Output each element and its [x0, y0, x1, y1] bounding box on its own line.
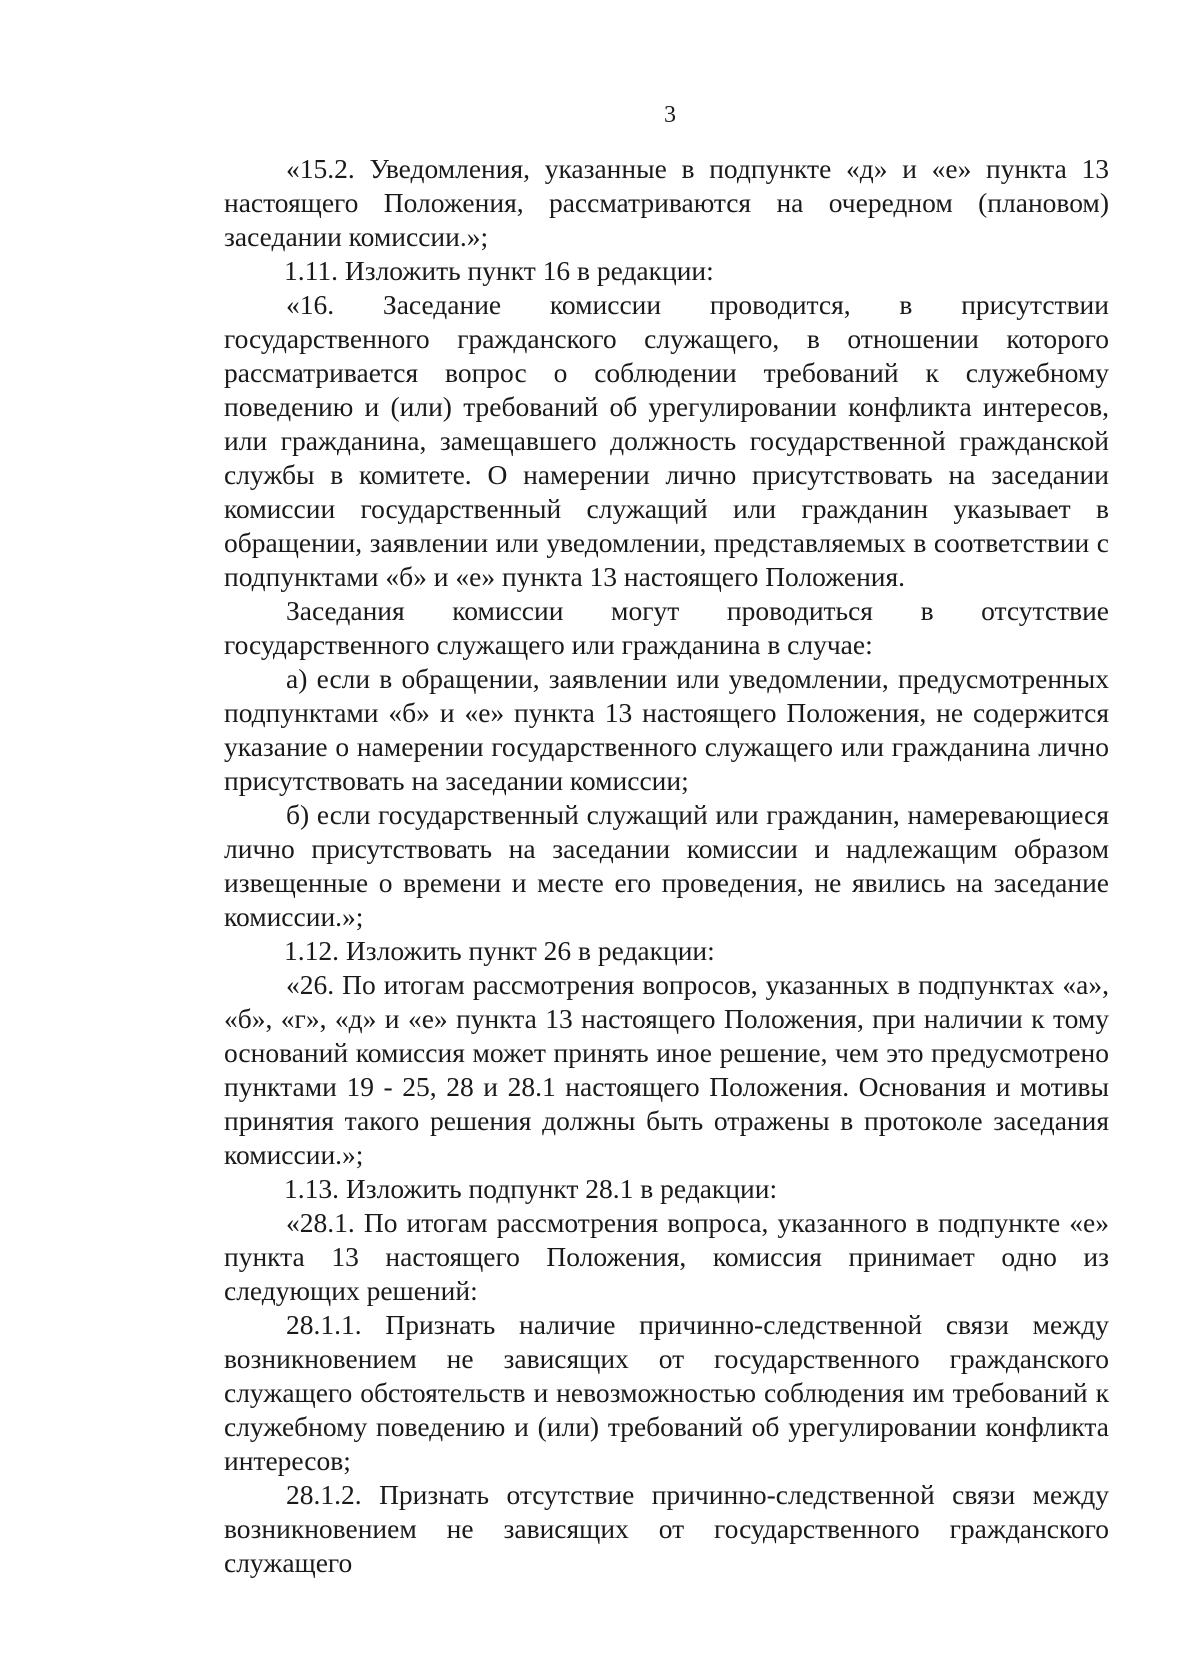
paragraph-16-absence: Заседания комиссии могут проводиться в отсутствие государственного служащего или гражданина в случае:: [224, 595, 1109, 660]
paragraph-28-1-2: 28.1.2. Признать отсутствие причинно-следственной связи между возникновением не зависящих от государственного гражданского служащего: [224, 1479, 1109, 1578]
paragraph-28-1: «28.1. По итогам рассмотрения вопроса, указанного в подпункте «е» пункта 13 настоящего Положения, комиссия принимает одно из следующих решений:: [224, 1207, 1109, 1306]
amendment-1-12-heading: 1.12. Изложить пункт 26 в редакции:: [284, 935, 715, 966]
paragraph-16: «16. Заседание комиссии проводится, в присутствии государственного гражданского служащего, в отношении которого рассматривается вопрос о соблюдении требований к служебному поведению и (или) требований об урегулировании конфликта интересов, или гражданина, замещавшего должность государственной гражданской службы в комитете. О намерении лично присутствовать на заседании комиссии государственный служащий или гражданин указывает в обращении, заявлении или уведомлении, представляемых в соответствии с подпунктами «б» и «е» пункта 13 настоящего Положения.: [224, 289, 1109, 592]
paragraph-16-item-a: а) если в обращении, заявлении или уведомлении, предусмотренных подпунктами «б» и «е» пункта 13 настоящего Положения, не содержится указание о намерении государственного служащего или гражданина лично присутствовать на заседании комиссии;: [224, 663, 1109, 796]
paragraph-28-1-1: 28.1.1. Признать наличие причинно-следственной связи между возникновением не зависящих от государственного гражданского служащего обстоятельств и невозможностью соблюдения им требований к служебному поведению и (или) требований об урегулировании конфликта интересов;: [224, 1309, 1109, 1476]
paragraph-16-item-b: б) если государственный служащий или гражданин, намеревающиеся лично присутствовать на заседании комиссии и надлежащим образом извещенные о времени и месте его проведения, не явились на заседание комиссии.»;: [224, 799, 1109, 932]
amendment-1-13-heading: 1.13. Изложить подпункт 28.1 в редакции:: [284, 1173, 778, 1204]
paragraph-15-2: «15.2. Уведомления, указанные в подпункте «д» и «е» пункта 13 настоящего Положения, рассматриваются на очередном (плановом) заседании комиссии.»;: [224, 153, 1109, 252]
paragraph-26: «26. По итогам рассмотрения вопросов, указанных в подпунктах «а», «б», «г», «д» и «е» пункта 13 настоящего Положения, при наличии к тому оснований комиссия может принять иное решение, чем это предусмотрено пунктами 19 - 25, 28 и 28.1 настоящего Положения. Основания и мотивы принятия такого решения должны быть отражены в протоколе заседания комиссии.»;: [224, 969, 1109, 1170]
amendment-1-11-heading: 1.11. Изложить пункт 16 в редакции:: [284, 255, 714, 286]
document-body: [224, 152, 1109, 1580]
page-number: 3: [664, 102, 676, 128]
